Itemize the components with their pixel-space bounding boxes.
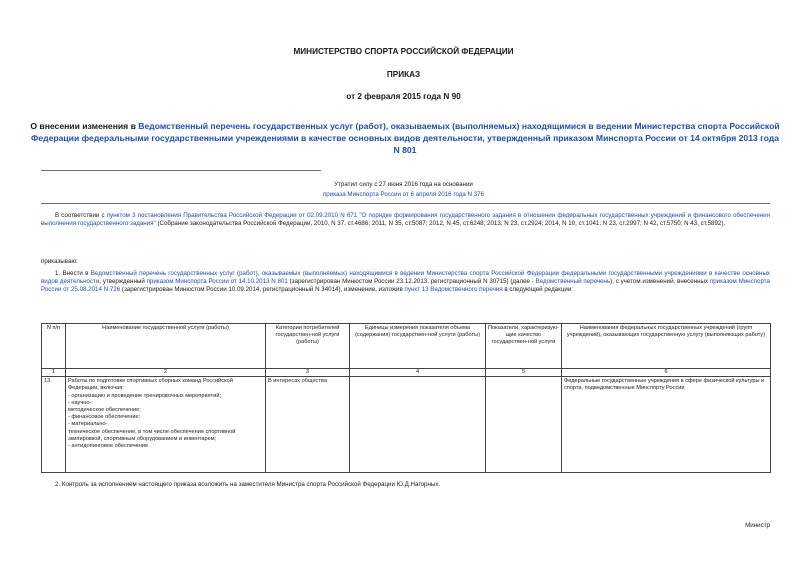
item-1-link-point-13[interactable]: пункт 13 Ведомственного перечня: [404, 286, 503, 294]
item-1-link-list[interactable]: Ведомственный перечень государственных услуг (работ), оказываемых (выполняемых) находящимися в ведении Министерства спорта Российской Федерации федеральными государственными учреждениями в качестве основных видов деятельности: [41, 270, 770, 286]
title-link[interactable]: Ведомственный перечень государственных услуг (работ), оказываемых (выполняемых) находящимися в ведении Министерства спорта Российской Федерации федеральными государственными учреждениями в качестве основных видов деятельности, утвержденный приказом Минспорта России от 14 октября 2013 года N 801: [31, 121, 780, 155]
item-1-text: 1. Внести в: [55, 270, 91, 277]
ministry-heading: МИНИСТЕРСТВО СПОРТА РОССИЙСКОЙ ФЕДЕРАЦИИ: [293, 47, 514, 56]
order-word: приказываю:: [41, 258, 78, 265]
table-header-row: [42, 324, 771, 369]
column-number: 5: [486, 369, 562, 377]
row-num: 13.: [42, 377, 66, 473]
item-1-paragraph: [41, 270, 770, 295]
divider: [41, 203, 770, 204]
title-prefix: О внесении изменения в: [30, 121, 139, 131]
service-line: техническое обеспечение, в том числе обеспечение спортивной экипировкой, спортивным оборудованием и инвентарем;: [68, 428, 236, 442]
item-1-text: (зарегистрирован Минюстом России 10.09.2014, регистрационный N 34014), изменение, изложив: [120, 286, 405, 294]
item-1-link-order-801[interactable]: приказом Минспорта России от 14.10.2013 N 801: [146, 278, 288, 286]
header-units: Единицы измерения показателя объема (содержания) государствен-ной услуги (работы): [350, 324, 486, 369]
preamble-paragraph: [41, 212, 770, 228]
service-line: Работы по подготовке спортивных сборных команд Российской Федерации, включая:: [68, 378, 233, 392]
column-number: 2: [66, 369, 266, 377]
row-units: [350, 377, 486, 473]
service-line: - финансовое обеспечение;: [68, 414, 141, 421]
item-1-text: ), с учетом изменений, внесенных: [610, 278, 710, 286]
column-number: 6: [562, 369, 771, 377]
row-consumers: В интересах общества: [266, 377, 350, 473]
services-table: [41, 323, 771, 473]
preamble-text: В соответствии с: [55, 212, 107, 219]
document-title: [30, 121, 780, 156]
divider: [41, 170, 321, 171]
header-num: N п/п: [42, 324, 66, 369]
column-number: 3: [266, 369, 350, 377]
header-service: Наименование государственной услуги (работы): [66, 324, 266, 369]
service-line: методическое обеспечение;: [68, 407, 141, 414]
header-consumers: Категории потребителей государствен-ной услуги (работы): [266, 324, 350, 369]
item-1-link-order-726[interactable]: приказом Минспорта России от 25.08.2014 N 726: [41, 278, 770, 294]
item-1-text: в следующей редакции:: [502, 286, 574, 294]
item-2-paragraph: 2. Контроль за исполнением настоящего приказа возложить на заместителя Министра спорта Российской Федерации Ю.Д.Нагорных.: [55, 481, 441, 488]
header-institutions: Наименования федеральных государственных учреждений (групп учреждений), оказывающих государственную услугу (выполняющих работу): [562, 324, 771, 369]
service-line: - научно-: [68, 399, 92, 406]
service-line: - организацию и проведение тренировочных мероприятий;: [68, 392, 222, 399]
preamble-text-rest: (Собрание законодательства Российской Федерации, 2010, N 37, ст.4686; 2011, N 35, ст.5087; 2012, N 45, ст.6248; 2013, N 23, ст.2924; 2014, N 10, ст.1041; N 23, ст.2997; N 42, ст.5750; N 43, ст.5892),: [155, 220, 726, 228]
preamble-link[interactable]: пунктом 3 постановления Правительства Российской Федерации от 02.09.2010 N 671 "О порядке формирования государственного задания в отношении федеральных государственных учреждений и финансового обеспечения выполнения государственного задания": [41, 212, 770, 228]
table-row: [42, 377, 771, 473]
status-link[interactable]: приказа Минспорта России от 6 апреля 2016 года N 376: [322, 191, 485, 198]
signature-title: Министр: [745, 522, 770, 529]
status-line: Утратил силу с 27 июня 2016 года на основании: [334, 181, 473, 188]
service-line: - материально-: [68, 421, 108, 428]
item-1-text: (зарегистрирован Минюстом России 23.12.2013, регистрационный N 30715) (далее -: [287, 278, 536, 286]
doc-date: от 2 февраля 2015 года N 90: [346, 92, 461, 101]
doc-type-heading: ПРИКАЗ: [386, 70, 421, 79]
column-number: 1: [42, 369, 66, 377]
row-service: [66, 377, 266, 473]
item-1-link-list-short[interactable]: Ведомственный перечень: [535, 278, 611, 286]
column-number: 4: [350, 369, 486, 377]
header-quality: Показатели, характеризую-щие качество государствен-ной услуги: [486, 324, 562, 369]
service-line: - антидопинговое обеспечение: [68, 443, 149, 450]
item-1-text: , утвержденный: [99, 278, 147, 286]
table-number-row: [42, 369, 771, 377]
row-institutions: Федеральные государственные учреждения в сфере физической культуры и спорта, подведомственные Минспорту России: [562, 377, 771, 473]
row-quality: [486, 377, 562, 473]
